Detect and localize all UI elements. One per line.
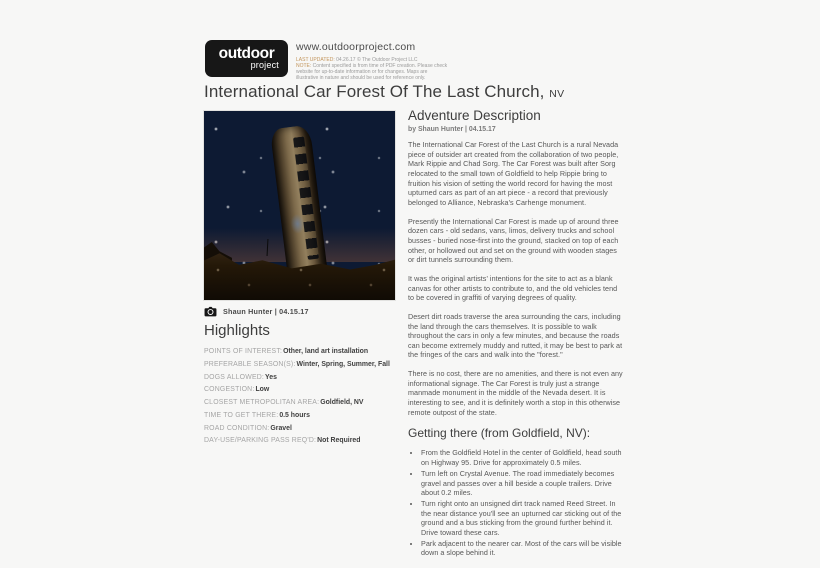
adventure-description-heading: Adventure Description <box>408 108 541 123</box>
description-paragraph: Desert dirt roads traverse the area surrounding the cars, including the land through the cars themselves. It is possible to walk throughout the cars in only a few minutes, and because the roads can become extremely muddy and rutted, it may be best to park at the fringes of the cars and walk into the "forest." <box>408 311 623 360</box>
highlight-row <box>204 412 400 420</box>
logo-word-project: project <box>250 60 279 70</box>
highlight-label: TIME TO GET THERE: <box>204 411 279 419</box>
adventure-photo <box>203 110 396 301</box>
note-label: NOTE: <box>296 63 312 69</box>
page-title-main: International Car Forest Of The Last Church, <box>204 82 545 101</box>
highlight-label: DOGS ALLOWED: <box>204 373 265 381</box>
highlight-row <box>204 399 400 407</box>
description-paragraph: Presently the International Car Forest is made up of around three dozen cars - old sedans, vans, limos, delivery trucks and school busses - buried nose-first into the ground, stacked on top of each other, or hollowed out and set on the ground with wooden stages or dirt tunnels surrounding them. <box>408 216 619 265</box>
highlight-value: Low <box>255 386 270 394</box>
last-updated-value: 04.26.17 © The Outdoor Project LLC <box>336 57 418 63</box>
highlight-row <box>204 425 400 433</box>
bus-graffiti <box>289 213 305 235</box>
highlight-label: CLOSEST METROPOLITAN AREA: <box>204 399 320 407</box>
highlight-value: Other, land art installation <box>283 348 369 355</box>
ground-speckle <box>204 260 395 300</box>
description-paragraph: The International Car Forest of the Last Church is a rural Nevada piece of outsider art created from the collaboration of two people, Mark Rippie and Chad Sorg. The Car Forest was built after Sorg relocated to the small town of Goldfield to help Rippie bring to fruition his vision of setting the world record for having the most upturned cars as part of an art piece - a record that previously belonged to Alliance, Nebraska's Carhenge monument. <box>408 140 619 207</box>
last-updated-label: LAST UPDATED: <box>296 57 335 63</box>
photo-credit-text: Shaun Hunter | 04.15.17 <box>223 307 309 316</box>
description-paragraph: It was the original artists' intentions for the site to act as a blank canvas for other artists to contribute to, and the old vehicles tend to be covered in graffiti of varying degrees of quality. <box>408 273 618 303</box>
highlight-label: POINTS OF INTEREST: <box>204 348 283 355</box>
getting-there-heading: Getting there (from Goldfield, NV): <box>408 426 591 441</box>
highlights-heading: Highlights <box>204 322 270 339</box>
highlight-row <box>204 374 400 382</box>
highlight-row <box>204 348 400 356</box>
highlight-label: ROAD CONDITION: <box>204 424 270 432</box>
page-title <box>204 82 644 102</box>
highlight-row <box>204 386 400 394</box>
direction-step: • Turn right onto an unsigned dirt track named Reed Street. In the near distance you'll see an upturned car sticking out of the ground and a bus sticking from the ground further behind it. Drive toward these cars. <box>421 499 624 537</box>
note-text: Content specified is from time of PDF creation. Please check website for up-to-date information or for changes. Maps are illustrative in nature and should be used for reference only. <box>296 63 448 81</box>
highlight-value: Winter, Spring, Summer, Fall <box>296 360 390 368</box>
directions-list <box>408 448 624 557</box>
direction-step: • From the Goldfield Hotel in the center of Goldfield, head south on Highway 95. Drive for approximately 0.5 miles. <box>421 448 624 467</box>
highlight-value: Goldfield, NV <box>320 399 364 407</box>
website-link[interactable]: www.outdoorproject.com <box>296 41 416 53</box>
direction-step: • Park adjacent to the nearer car. Most of the cars will be visible down a slope behind it. <box>421 539 624 558</box>
highlight-label: CONGESTION: <box>204 386 255 394</box>
description-paragraph: There is no cost, there are no amenities, and there is not even any informational signage. The Car Forest is truly just a strange manmade monument in the middle of the Nevada desert. It is interesting to see, and it is definitely worth a stop in this otherwise remote outpost of the state. <box>408 369 623 417</box>
byline: by Shaun Hunter | 04.15.17 <box>408 126 496 133</box>
highlight-label: DAY-USE/PARKING PASS REQ'D: <box>204 437 317 445</box>
direction-step: • Turn left on Crystal Avenue. The road immediately becomes gravel and passes over a hill beside a couple trailers. Drive about 0.2 miles. <box>421 469 624 497</box>
highlight-value: Gravel <box>270 424 292 432</box>
description-section <box>408 108 624 560</box>
highlight-value: Yes <box>265 373 277 381</box>
photo-credit <box>204 306 309 317</box>
highlight-row <box>204 437 400 445</box>
disclaimer-note-line <box>296 63 448 81</box>
logo-word-outdoor: outdoor <box>218 45 275 62</box>
highlight-row <box>204 361 400 369</box>
highlight-value: Not Required <box>317 437 361 445</box>
highlight-value: 0.5 hours <box>279 411 310 419</box>
highlight-label: PREFERABLE SEASON(S): <box>204 360 296 368</box>
highlights-section <box>204 322 400 450</box>
outdoor-project-logo <box>205 40 288 77</box>
page-title-state: NV <box>549 88 565 100</box>
camera-icon <box>204 306 217 317</box>
disclaimer <box>296 57 448 81</box>
